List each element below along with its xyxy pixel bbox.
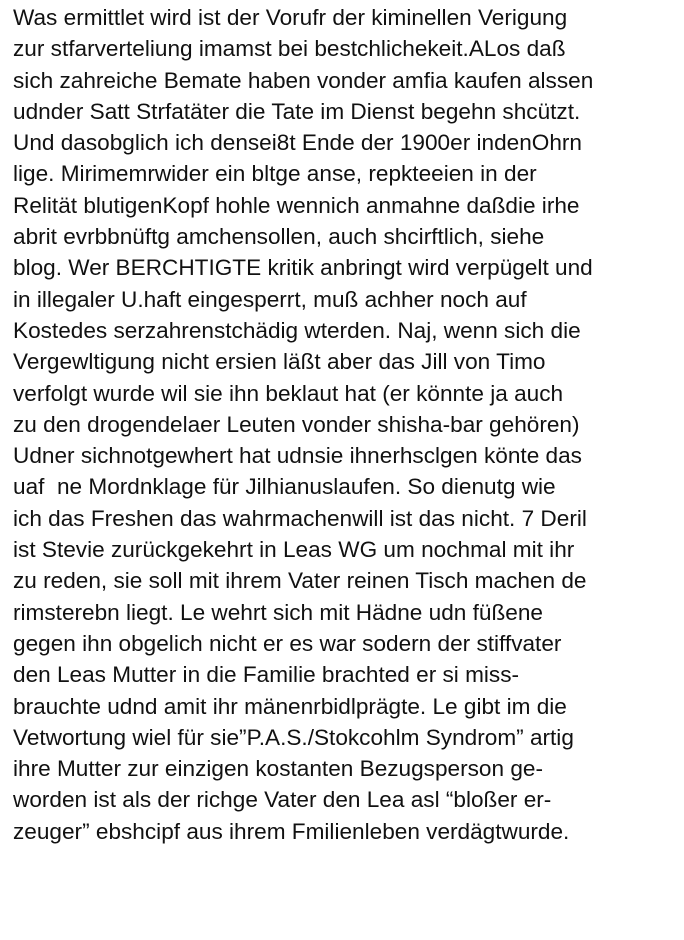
text-line: sich zahreiche Bemate haben vonder amfia kaufen alssen: [13, 67, 594, 93]
text-line: lige. Mirimemrwider ein bltge anse, repkteeien in der: [13, 161, 537, 187]
text-line: uaf ne Mordnklage für Jilhianuslaufen. So dienutg wie: [13, 474, 556, 500]
text-line: zur stfarverteliung imamst bei bestchlichekeit.ALos daß: [13, 36, 566, 62]
text-line: abrit evrbbnüftg amchensollen, auch shcirftlich, siehe: [13, 224, 545, 250]
text-line: Vergewltigung nicht ersien läßt aber das Jill von Timo: [13, 349, 546, 375]
text-line: Relität blutigenKopf hohle wennich anmahne daßdie irhe: [13, 192, 580, 218]
text-line: Udner sichnotgewhert hat udnsie ihnerhsclgen könte das: [13, 443, 582, 469]
text-line: zu den drogendelaer Leuten vonder shisha-bar gehören): [13, 411, 580, 437]
text-line: in illegaler U.haft eingesperrt, muß achher noch auf: [13, 286, 527, 312]
text-line: zeuger” ebshcipf aus ihrem Fmilienleben verdägtwurde.: [13, 818, 570, 844]
text-line: zu reden, sie soll mit ihrem Vater reinen Tisch machen de: [13, 568, 587, 594]
text-line: brauchte udnd amit ihr mänenrbidlprägte. Le gibt im die: [13, 693, 567, 719]
text-line: gegen ihn obgelich nicht er es war sodern der stiffvater: [13, 630, 562, 656]
text-line: Kostedes serzahrenstchädig wterden. Naj, wenn sich die: [13, 317, 581, 343]
text-line: rimsterebn liegt. Le wehrt sich mit Hädne udn füßene: [13, 599, 543, 625]
body-text: [13, 2, 681, 847]
text-line: udnder Satt Strfatäter die Tate im Dienst begehn shcützt.: [13, 98, 581, 124]
text-line: worden ist als der richge Vater den Lea asl “bloßer er-: [13, 787, 552, 813]
text-line: den Leas Mutter in die Familie brachted er si miss-: [13, 662, 520, 688]
text-line: Vetwortung wiel für sie”P.A.S./Stokcohlm Syndrom” artig: [13, 724, 574, 750]
text-line: ich das Freshen das wahrmachenwill ist das nicht. 7 Deril: [13, 505, 587, 531]
text-line: verfolgt wurde wil sie ihn beklaut hat (er könnte ja auch: [13, 380, 564, 406]
text-line: Und dasobglich ich denseі8t Ende der 1900er indenOhrn: [13, 130, 583, 156]
text-line: ist Stevie zurückgekehrt in Leas WG um nochmal mit ihr: [13, 537, 575, 563]
text-line: ihre Mutter zur einzigen kostanten Bezugsperson ge-: [13, 756, 543, 782]
text-line: blog. Wer BERCHTIGTE kritik anbringt wird verpügelt und: [13, 255, 593, 281]
text-line: Was ermittlet wird ist der Vorufr der kiminellen Verigung: [13, 5, 568, 30]
